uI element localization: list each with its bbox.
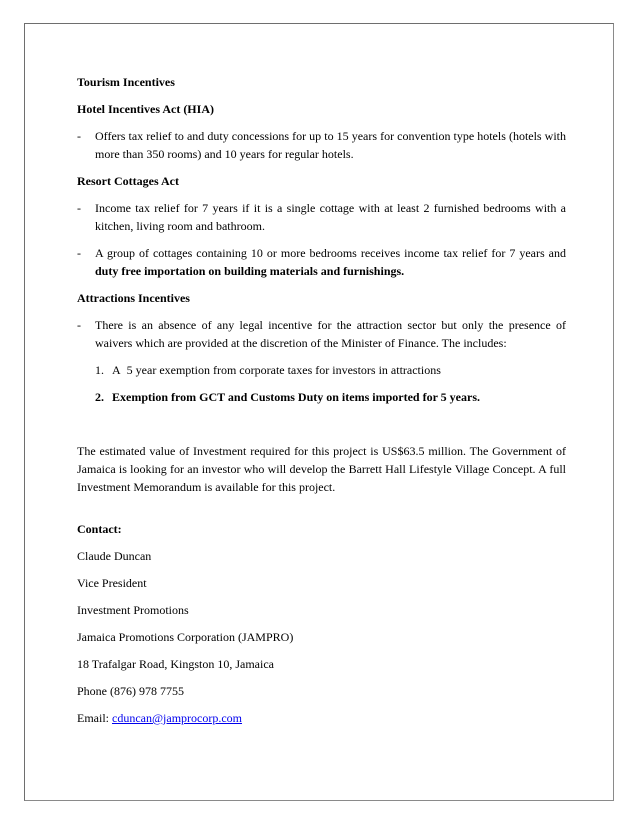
heading-resort-cottages-act: Resort Cottages Act [77, 174, 179, 188]
contact-phone: Phone (876) 978 7755 [77, 684, 184, 698]
bullet-text-bold: duty free importation on building materials and furnishings. [95, 264, 405, 278]
bullet-hotel-tax-relief [77, 127, 566, 163]
document-page [24, 23, 614, 801]
heading-tourism-incentives: Tourism Incentives [77, 75, 175, 89]
list-number: 1. [95, 363, 104, 377]
bullet-resort-income-tax [77, 199, 566, 235]
bullet-dash-marker: - [77, 318, 81, 332]
bullet-attractions-waivers [77, 316, 566, 352]
heading-attractions-incentives: Attractions Incentives [77, 291, 190, 305]
list-item-text: Exemption from GCT and Customs Duty on items imported for 5 years. [112, 390, 480, 404]
email-link[interactable]: cduncan@jamprocorp.com [112, 711, 243, 725]
contact-email-line [77, 709, 566, 727]
numbered-item-1 [95, 361, 566, 379]
bullet-text: There is an absence of any legal incentive for the attraction sector but only the presence of waivers which are provided at the discretion of the Minister of Finance. The includes: [95, 318, 566, 350]
investment-summary-paragraph: The estimated value of Investment required for this project is US$63.5 million. The Government of Jamaica is looking for an investor who will develop the Barrett Hall Lifestyle Village Concept. A full Investment Memorandum is available for this project. [77, 444, 566, 494]
contact-department: Investment Promotions [77, 603, 189, 617]
contact-title: Vice President [77, 576, 147, 590]
contact-name: Claude Duncan [77, 549, 152, 563]
bullet-text: Income tax relief for 7 years if it is a single cottage with at least 2 furnished bedrooms with a kitchen, living room and bathroom. [95, 201, 566, 233]
bullet-dash-marker: - [77, 129, 81, 143]
bullet-text [95, 244, 566, 280]
contact-address: 18 Trafalgar Road, Kingston 10, Jamaica [77, 657, 274, 671]
bullet-text: Offers tax relief to and duty concessions for up to 15 years for convention type hotels (hotels with more than 350 rooms) and 10 years for regular hotels. [95, 129, 566, 161]
numbered-item-2 [95, 388, 566, 406]
bullet-dash-marker: - [77, 246, 81, 260]
contact-heading: Contact: [77, 522, 122, 536]
contact-company: Jamaica Promotions Corporation (JAMPRO) [77, 630, 294, 644]
list-item-text: A 5 year exemption from corporate taxes for investors in attractions [112, 363, 441, 377]
list-number: 2. [95, 390, 104, 404]
heading-hotel-incentives-act: Hotel Incentives Act (HIA) [77, 102, 214, 116]
email-label: Email: [77, 711, 112, 725]
bullet-dash-marker: - [77, 201, 81, 215]
bullet-resort-group-cottages [77, 244, 566, 280]
bullet-text-normal: A group of cottages containing 10 or more bedrooms receives income tax relief for 7 years and [95, 246, 566, 260]
